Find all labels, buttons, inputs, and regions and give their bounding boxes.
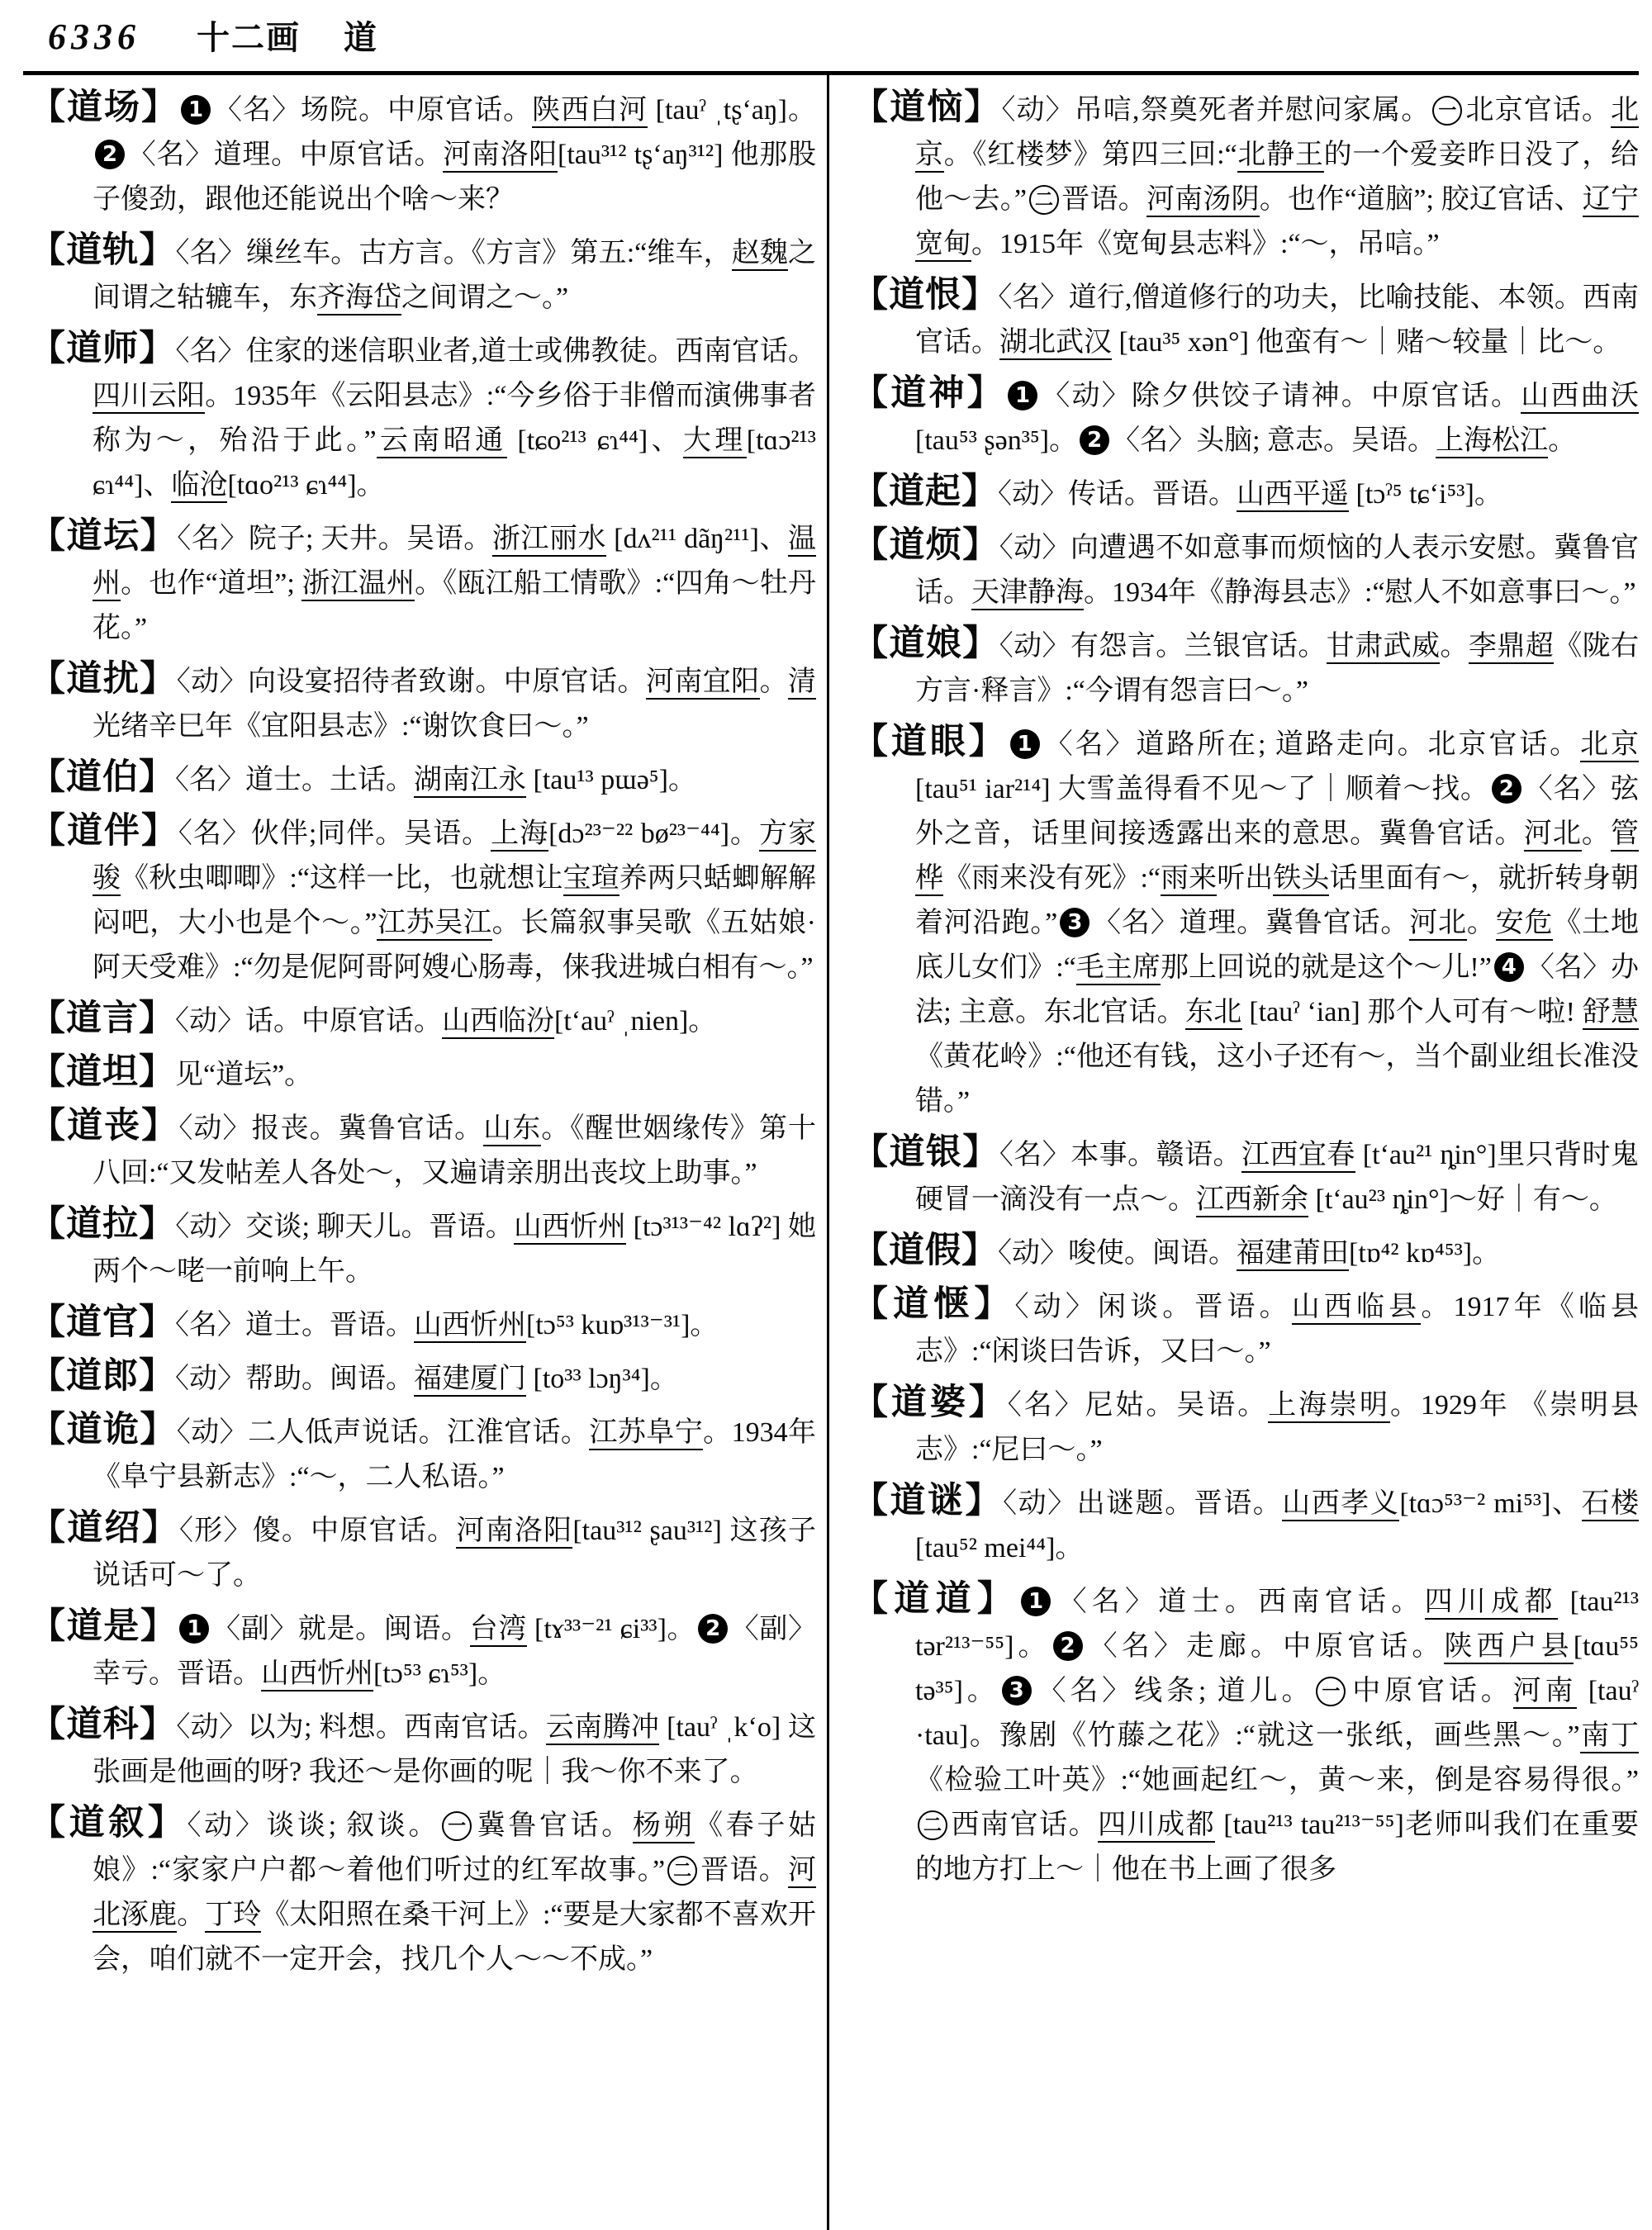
entry-headword: 【道惬】 bbox=[852, 1285, 1015, 1324]
proper-noun-mark: 山西曲沃 bbox=[1521, 381, 1639, 414]
proper-noun-mark: 上海松江 bbox=[1436, 425, 1548, 458]
dict-entry: 【道扰】〈动〉向设宴招待者致谢。中原官话。河南宜阳。清光绪辛巳年《宜阳县志》:“谢饮食曰～。” bbox=[30, 660, 817, 742]
sense-number-icon: 2 bbox=[698, 1614, 728, 1644]
proper-noun-mark: 河南 bbox=[1513, 1676, 1578, 1709]
dict-entry: 【道师】〈名〉住家的迷信职业者,道士或佛教徒。西南官话。四川云阳。1935年《云阳县志》:“今乡俗于非僧而演佛事者称为～，殆沿于此。”云南昭通 [tɕo²¹³ ɕɿ⁴⁴]、大理[tɑɔ²¹³ ɕɿ⁴⁴]、临沧[tɑo²¹³ ɕɿ⁴⁴]。 bbox=[30, 327, 816, 508]
dict-entry: 【道假】〈动〉唆使。闽语。福建莆田[tɒ⁴² kɒ⁴⁵³]。 bbox=[852, 1231, 1501, 1270]
proper-noun-mark: 北京 bbox=[1580, 729, 1639, 762]
proper-noun-mark: 天津静海 bbox=[971, 577, 1084, 610]
proper-noun-mark: 山西平遥 bbox=[1237, 479, 1349, 512]
dict-entry: 【道是】 1 〈副〉就是。闽语。台湾 [tɤ³³⁻²¹ ɕi³³]。 2 〈副〉幸亏。晋语。山西忻州[tɔ⁵³ ɕɿ⁵³]。 bbox=[30, 1605, 816, 1696]
proper-noun-mark: 铁头 bbox=[1273, 863, 1329, 896]
sense-number-icon: 2 bbox=[1492, 774, 1521, 804]
sense-number-icon: 一 bbox=[442, 1811, 472, 1841]
dict-entry: 【道恨】〈名〉道行,僧道修行的功夫，比喻技能、本领。西南官话。湖北武汉 [tau³⁵ xən°] 他蛮有～｜赌～较量｜比～。 bbox=[852, 273, 1639, 365]
proper-noun-mark: 福建莆田 bbox=[1237, 1238, 1349, 1271]
entry-headword: 【道绍】 bbox=[30, 1509, 179, 1548]
proper-noun-mark: 赵魏 bbox=[732, 238, 788, 271]
entry-headword: 【道坛】 bbox=[30, 517, 178, 556]
entry-headword: 【道谜】 bbox=[852, 1482, 1004, 1521]
entry-headword: 【道叙】 bbox=[30, 1804, 188, 1843]
sense-number-icon: 一 bbox=[1316, 1677, 1346, 1706]
proper-noun-mark: 舒慧 bbox=[1583, 997, 1639, 1030]
entry-headword: 【道场】 bbox=[30, 88, 179, 127]
proper-noun-mark: 东北 bbox=[1185, 997, 1242, 1030]
proper-noun-mark: 浙江温州 bbox=[301, 568, 415, 601]
dict-entry: 【道娘】〈动〉有怨言。兰银官话。甘肃武威。李鼎超《陇右方言·释言》:“今谓有怨言曰～。” bbox=[852, 624, 1640, 706]
proper-noun-mark: 南丁 bbox=[1580, 1720, 1639, 1753]
entry-headword: 【道婆】 bbox=[852, 1383, 1008, 1422]
proper-noun-mark: 台湾 bbox=[470, 1614, 527, 1647]
entry-headword: 【道道】 bbox=[852, 1580, 1019, 1619]
left-column bbox=[30, 86, 816, 1989]
dict-entry: 【道银】〈名〉本事。赣语。江西宜春 [tʻau²¹ ȵin°]里只背时鬼硬冒一滴没有一点～。江西新余 [tʻau²³ ȵin°]～好｜有～。 bbox=[852, 1131, 1639, 1222]
proper-noun-mark: 临沧 bbox=[171, 470, 227, 503]
dict-entry: 【道科】〈动〉以为; 料想。西南官话。云南腾冲 [tauˀ ˌkʻo] 这张画是他画的呀? 我还～是你画的呢｜我～你不来了。 bbox=[30, 1706, 817, 1787]
proper-noun-mark: 福建厦门 bbox=[414, 1364, 526, 1397]
proper-noun-mark: 杨朔 bbox=[633, 1810, 695, 1843]
proper-noun-mark: 方家骏 bbox=[93, 818, 816, 896]
entry-headword: 【道恼】 bbox=[852, 88, 1002, 127]
dict-entry: 【道坛】〈名〉院子; 天井。吴语。浙江丽水 [dʌ²¹¹ dãŋ²¹¹]、温州。也作“道坦”; 浙江温州。《瓯江船工情歌》:“四角～牡丹花。” bbox=[30, 517, 817, 643]
entry-headword: 【道科】 bbox=[30, 1706, 177, 1744]
dict-entry: 【道烦】〈动〉向遭遇不如意事而烦恼的人表示安慰。冀鲁官话。天津静海。1934年《静海县志》:“慰人不如意事曰～。” bbox=[852, 524, 1639, 615]
entry-headword: 【道假】 bbox=[852, 1231, 998, 1270]
proper-noun-mark: 山西忻州 bbox=[261, 1658, 373, 1691]
proper-noun-mark: 温州 bbox=[93, 524, 816, 601]
dict-entry: 【道官】〈名〉道士。晋语。山西忻州[tɔ⁵³ kuɒ³¹³⁻³¹]。 bbox=[30, 1303, 719, 1342]
dict-entry: 【道伯】〈名〉道士。土话。湖南江永 [tau¹³ pɯə⁵]。 bbox=[30, 758, 696, 797]
page-header bbox=[48, 12, 378, 59]
proper-noun-mark: 清 bbox=[788, 667, 816, 700]
proper-noun-mark: 江西宜春 bbox=[1241, 1140, 1355, 1173]
proper-noun-mark: 安危 bbox=[1496, 908, 1554, 941]
entry-headword: 【道伯】 bbox=[30, 758, 175, 797]
dict-entry: 【道轨】〈名〉缫丝车。古方言。《方言》第五:“维车，赵魏之间谓之轱辘车，东齐海岱之间谓之～。” bbox=[30, 229, 816, 320]
proper-noun-mark: 李鼎超 bbox=[1469, 631, 1554, 664]
dict-entry: 【道伴】〈名〉伙伴;同伴。吴语。上海[dɔ²³⁻²² bø²³⁻⁴⁴]。方家骏《秋虫唧唧》:“这样一比，也就想让宝瑄养两只蛞蝍解解闷吧，大小也是个～。”江苏吴江。长篇叙事吴歌《五姑娘·阿天受难》:“勿是伲阿哥阿嫂心肠毒，俫我进城白相有～。” bbox=[30, 812, 817, 983]
proper-noun-mark: 毛主席 bbox=[1076, 952, 1161, 985]
proper-noun-mark: 山东 bbox=[483, 1113, 541, 1146]
stroke-count-section: 十二画 bbox=[197, 19, 301, 56]
proper-noun-mark: 四川成都 bbox=[1098, 1810, 1215, 1843]
proper-noun-mark: 雨来 bbox=[1161, 863, 1217, 896]
entry-headword: 【道郎】 bbox=[30, 1357, 175, 1396]
proper-noun-mark: 湖北武汉 bbox=[999, 327, 1112, 360]
proper-noun-mark: 江苏阜宁 bbox=[589, 1417, 703, 1450]
entry-headword: 【道官】 bbox=[30, 1303, 175, 1342]
entry-headword: 【道银】 bbox=[852, 1133, 999, 1172]
dict-entry: 【道场】 1 〈名〉场院。中原官话。陕西白河 [tauˀ ˌtʂʻaŋ]。2 〈名〉道理。中原官话。河南洛阳[tau³¹² tʂʻaŋ³¹²] 他那股子傻劲，跟他还能说出个啥～来？ bbox=[30, 88, 817, 215]
proper-noun-mark: 山西临县 bbox=[1292, 1292, 1422, 1325]
header-rule bbox=[23, 71, 1639, 75]
proper-noun-mark: 河南汤阴 bbox=[1146, 184, 1260, 217]
sense-number-icon: 2 bbox=[1053, 1631, 1083, 1661]
dict-entry: 【道惬】〈动〉闲谈。晋语。山西临县。1917年《临县志》:“闲谈曰告诉，又曰～。” bbox=[852, 1285, 1640, 1367]
proper-noun-mark: 山西孝义 bbox=[1282, 1488, 1399, 1521]
proper-noun-mark: 齐海岱 bbox=[317, 282, 401, 316]
sense-number-icon: 1 bbox=[179, 1614, 209, 1644]
dict-entry: 【道道】 1 〈名〉道士。西南官话。四川成都 [tau²¹³ tər²¹³⁻⁵⁵]。 2 〈名〉走廊。中原官话。陕西户县[tɑu⁵⁵ tə³⁵]。 3 〈名〉线条; 道儿。 一 中原官话。河南 [tauˀ ·tau]。豫剧《竹藤之花》:“就这一张纸，画些黑～。”南丁《检验工叶英》:“她画起红～，黄～来，倒是容易得很。”二 西南官话。四川成都 [tau²¹³ tau²¹³⁻⁵⁵]老师叫我们在重要的地方打上～｜他在书上画了很多 bbox=[852, 1580, 1640, 1885]
proper-noun-mark: 河南洛阳 bbox=[443, 140, 558, 173]
page-number: 6336 bbox=[48, 17, 140, 57]
entry-headword: 【道扰】 bbox=[30, 660, 177, 699]
sense-number-icon: 3 bbox=[1002, 1676, 1032, 1706]
proper-noun-mark: 河北 bbox=[1524, 818, 1582, 852]
entry-headword: 【道丧】 bbox=[30, 1107, 179, 1146]
dict-entry: 【道婆】〈名〉尼姑。吴语。上海崇明。1929年 《崇明县志》:“尼曰～。” bbox=[852, 1383, 1639, 1465]
sense-number-icon: 二 bbox=[1029, 185, 1059, 215]
dict-entry: 【道神】 1 〈动〉除夕供饺子请神。中原官话。山西曲沃 [tau⁵³ ʂən³⁵]。 2 〈名〉头脑; 意志。吴语。上海松江。 bbox=[852, 372, 1639, 463]
entry-headword: 【道娘】 bbox=[852, 624, 999, 663]
sense-number-icon: 1 bbox=[1010, 729, 1040, 759]
proper-noun-mark: 上海 bbox=[491, 818, 548, 852]
proper-noun-mark: 河南宜阳 bbox=[646, 667, 760, 700]
proper-noun-mark: 石楼 bbox=[1582, 1488, 1640, 1521]
sense-number-icon: 2 bbox=[95, 140, 125, 169]
dict-entry: 【道叙】〈动〉谈谈; 叙谈。 一 冀鲁官话。杨朔《春子姑娘》:“家家户户都～着他们听过的红军故事。” 二 晋语。河北涿鹿。丁玲《太阳照在桑干河上》:“要是大家都不喜欢开会，咱们就不一定开会，找几个人～～不成。” bbox=[30, 1804, 817, 1975]
entry-headword: 【道眼】 bbox=[852, 723, 1008, 762]
dict-entry: 【道起】〈动〉传话。晋语。山西平遥 [tɔˀ⁵ tɕʻi⁵³]。 bbox=[852, 472, 1502, 511]
entry-headword: 【道轨】 bbox=[30, 231, 176, 270]
proper-noun-mark: 管桦 bbox=[915, 818, 1639, 896]
entry-headword: 【道起】 bbox=[852, 472, 998, 511]
proper-noun-mark: 云南腾冲 bbox=[546, 1712, 659, 1745]
sense-number-icon: 1 bbox=[1008, 381, 1037, 410]
entry-headword: 【道神】 bbox=[852, 374, 1005, 413]
entry-headword: 【道烦】 bbox=[852, 526, 999, 565]
dict-entry: 【道谜】〈动〉出谜题。晋语。山西孝义[tɑɔ⁵³⁻² mi⁵³]、石楼[tau⁵² mei⁴⁴]。 bbox=[852, 1482, 1640, 1563]
entry-headword: 【道拉】 bbox=[30, 1205, 176, 1244]
entry-headword: 【道坦】 bbox=[30, 1053, 175, 1092]
proper-noun-mark: 大理 bbox=[683, 425, 747, 458]
proper-noun-mark: 山西忻州 bbox=[414, 1310, 526, 1343]
proper-noun-mark: 云南昭通 bbox=[377, 425, 507, 458]
sense-number-icon: 1 bbox=[181, 95, 211, 125]
dict-entry: 【道丧】〈动〉报丧。冀鲁官话。山东。《醒世姻缘传》第十八回:“又发帖差人各处～，又遍请亲朋出丧坟上助事。” bbox=[30, 1107, 817, 1189]
dict-entry: 【道恼】〈动〉吊唁,祭奠死者并慰问家属。 一 北京官话。北京。《红楼梦》第四三回:“北静王的一个爱妾昨日没了，给他～去。” 二 晋语。河南汤阴。也作“道脑”; 胶辽官话、辽宁宽甸。1915年《宽甸县志料》:“～，吊唁。” bbox=[852, 86, 1639, 267]
sense-number-icon: 2 bbox=[1080, 425, 1109, 455]
proper-noun-mark: 四川云阳 bbox=[93, 381, 205, 414]
proper-noun-mark: 上海崇明 bbox=[1268, 1390, 1390, 1423]
dict-entry: 【道眼】 1 〈名〉道路所在; 道路走向。北京官话。北京 [tau⁵¹ iar²¹⁴] 大雪盖得看不见～了｜顺着～找。 2 〈名〉弦外之音，话里间接透露出来的意思。冀鲁官话。河北。管桦《雨来没有死》:“雨来听出铁头话里面有～，就折转身朝着河沿跑。” 3 〈名〉道理。冀鲁官话。河北。安危《土地底儿女们》:“毛主席那上回说的就是这个～儿!” 4 〈名〉办法; 主意。东北官话。东北 [tauˀ ʻian] 那个人可有～啦! 舒慧《黄花岭》:“他还有钱，这小子还有～，当个副业组长准没错。” bbox=[852, 723, 1640, 1117]
proper-noun-mark: 河南洛阳 bbox=[456, 1516, 572, 1549]
entry-headword: 【道伴】 bbox=[30, 812, 178, 851]
sense-number-icon: 1 bbox=[1021, 1587, 1051, 1616]
sense-number-icon: 二 bbox=[667, 1856, 697, 1886]
proper-noun-mark: 丁玲 bbox=[205, 1900, 261, 1933]
entry-headword: 【道是】 bbox=[30, 1607, 178, 1646]
proper-noun-mark: 辽宁宽甸 bbox=[915, 184, 1639, 262]
proper-noun-mark: 山西临汾 bbox=[442, 1006, 554, 1039]
proper-noun-mark: 陕西白河 bbox=[532, 95, 648, 128]
dict-entry: 【道诡】〈动〉二人低声说话。江淮官话。江苏阜宁。1934年《阜宁县新志》:“～，二人私语。” bbox=[30, 1411, 817, 1492]
proper-noun-mark: 山西忻州 bbox=[514, 1212, 626, 1245]
proper-noun-mark: 四川成都 bbox=[1425, 1587, 1558, 1620]
sense-number-icon: 3 bbox=[1060, 908, 1089, 937]
proper-noun-mark: 河北 bbox=[1409, 908, 1467, 941]
radical-character: 道 bbox=[344, 19, 378, 56]
sense-number-icon: 二 bbox=[918, 1810, 947, 1840]
proper-noun-mark: 江苏吴江 bbox=[377, 908, 491, 941]
sense-number-icon: 4 bbox=[1494, 952, 1524, 982]
proper-noun-mark: 北京 bbox=[915, 95, 1639, 173]
dict-entry: 【道拉】〈动〉交谈; 聊天儿。晋语。山西忻州 [tɔ³¹³⁻⁴² lɑʔ²] 她两个～咾一前响上午。 bbox=[30, 1205, 817, 1287]
right-column bbox=[852, 86, 1639, 1899]
entry-headword: 【道师】 bbox=[30, 330, 176, 368]
proper-noun-mark: 宝瑄 bbox=[563, 863, 620, 896]
column-divider bbox=[827, 75, 829, 2230]
dict-entry: 【道坦】见“道坛”。 bbox=[30, 1053, 313, 1092]
entry-headword: 【道诡】 bbox=[30, 1411, 177, 1450]
sense-number-icon: 一 bbox=[1432, 96, 1462, 126]
dict-entry: 【道言】〈动〉话。中原官话。山西临汾[tʻauˀ ˌnien]。 bbox=[30, 999, 717, 1038]
entry-headword: 【道恨】 bbox=[852, 276, 999, 315]
proper-noun-mark: 北静王 bbox=[1237, 140, 1324, 173]
proper-noun-mark: 河北涿鹿 bbox=[93, 1855, 816, 1933]
proper-noun-mark: 陕西户县 bbox=[1444, 1631, 1573, 1664]
proper-noun-mark: 湖南江永 bbox=[414, 765, 526, 798]
dict-entry: 【道郎】〈动〉帮助。闽语。福建厦门 [to³³ lɔŋ³⁴]。 bbox=[30, 1357, 678, 1396]
entry-headword: 【道言】 bbox=[30, 999, 175, 1038]
dict-entry: 【道绍】〈形〉傻。中原官话。河南洛阳[tau³¹² ʂau³¹²] 这孩子说话可～了。 bbox=[30, 1509, 816, 1591]
proper-noun-mark: 甘肃武威 bbox=[1327, 631, 1441, 664]
proper-noun-mark: 江西新余 bbox=[1196, 1184, 1308, 1217]
proper-noun-mark: 浙江丽水 bbox=[492, 524, 606, 557]
